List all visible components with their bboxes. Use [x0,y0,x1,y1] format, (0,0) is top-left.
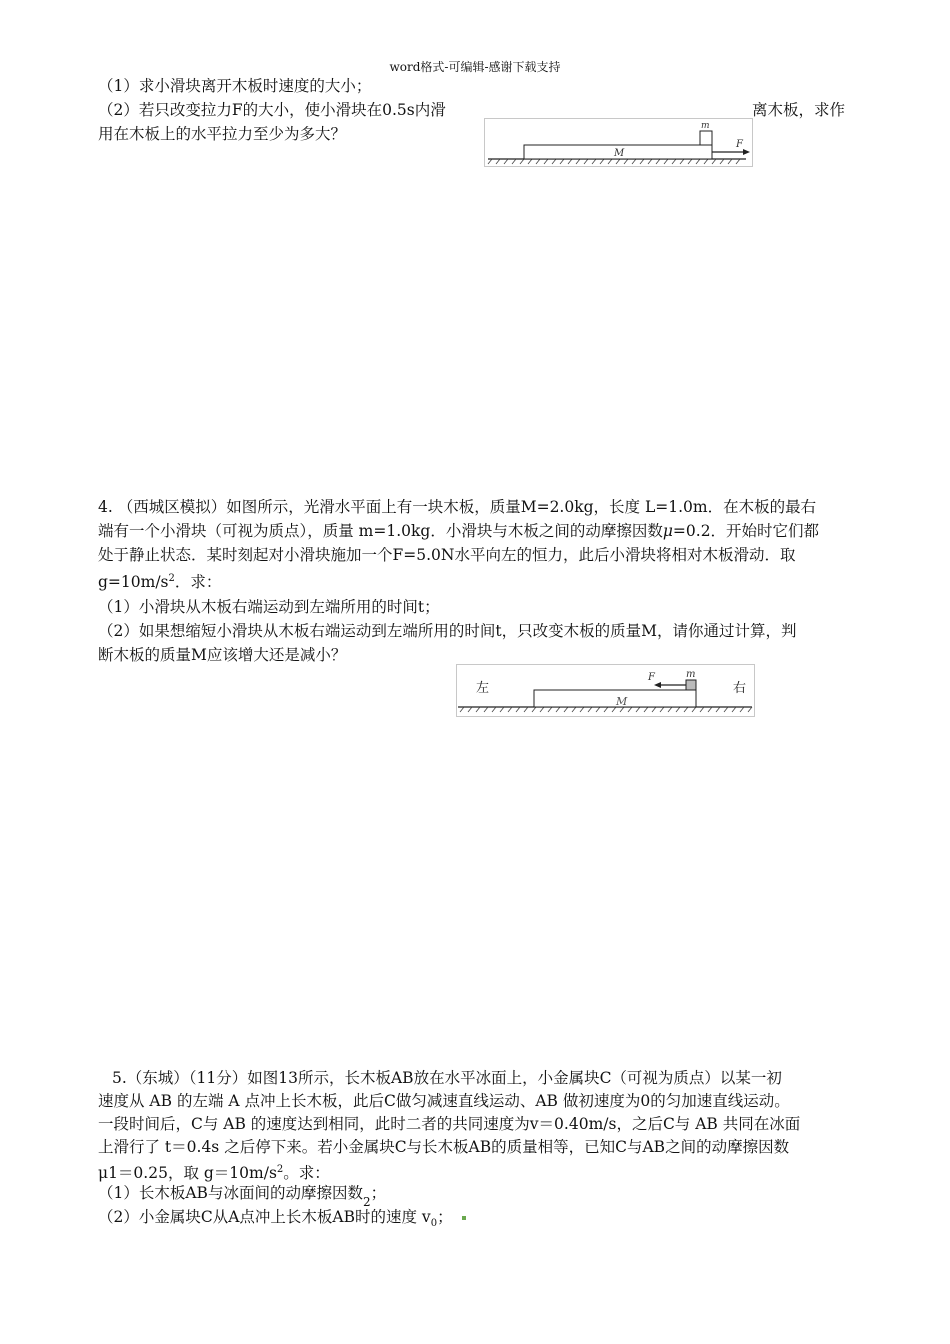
p4-line-4-sup: 2 [168,573,175,584]
p5-question-2a: （2）小金属块C从A点冲上长木板AB时的速度 v [98,1208,431,1226]
p3-question-1: （1）求小滑块离开木板时速度的大小； [98,77,372,95]
p4-block-label: m [686,669,696,680]
p5-line-5b: 。求： [283,1164,330,1183]
p5-line-5 [98,1160,330,1183]
p3-question-2-part-a: （2）若只改变拉力F的大小，使小滑块在0.5s内滑 [98,101,446,119]
p4-line-3: 处于静止状态．某时刻起对小滑块施加一个F=5.0N水平向左的恒力，此后小滑块将相对木板滑动．取 [98,546,796,564]
p5-line-4: 上滑行了 t＝0.4s 之后停下来。若小金属块C与长木板AB的质量相等，已知C与AB之间的动摩擦因数 [98,1138,790,1156]
p5-question-1-subscript: 2 [362,1195,371,1209]
p3-board-label: M [614,148,625,159]
p5-question-1a: （1）长木板AB与冰面间的动摩擦因数 [98,1184,363,1202]
p4-question-2a: （2）如果想缩短小滑块从木板右端运动到左端所用的时间t，只改变木板的质量M，请你通过计算，判 [98,622,797,640]
p3-block-label: m [701,121,710,131]
p4-left-label: 左 [476,681,490,696]
p4-question-2b: 断木板的质量M应该增大还是减小？ [98,646,347,664]
p4-line-1: 4. （西城区模拟）如图所示，光滑水平面上有一块木板，质量M=2.0kg，长度 L=1.0m．在木板的最右 [98,498,817,516]
p5-question-1b: ； [370,1184,387,1202]
p4-line-2a: 端有一个小滑块（可视为质点），质量 m=1.0kg．小滑块与木板之间的动摩擦因数 [98,522,663,540]
p5-line-1: 5.（东城）（11分）如图13所示，长木板AB放在水平冰面上，小金属块C（可视为质点）以某一初 [112,1069,782,1087]
p4-block [686,680,696,690]
p5-question-2 [98,1207,466,1234]
p5-question-1 [98,1183,387,1209]
p5-line-5a: μ1＝0.25，取 g＝10m/s [98,1164,277,1183]
p5-question-2-subscript: 0 [430,1218,438,1230]
p4-line-4a: g=10m/s [98,573,169,592]
p3-figure [484,118,754,168]
p4-line-2 [98,521,819,541]
p5-question-2b: ； [437,1208,453,1226]
p5-line-2: 速度从 AB 的左端 A 点冲上长木板，此后C做匀减速直线运动、AB 做初速度为0的匀加速直线运动。 [98,1092,790,1110]
p4-line-4b: ．求： [174,573,222,592]
p4-mu-symbol: μ [662,522,673,540]
p4-board [534,690,696,707]
p5-line-3: 一段时间后，C与 AB 的速度达到相同，此时二者的共同速度为v＝0.40m/s，之后C与 AB 共同在冰面 [98,1115,801,1133]
p5-line-5-exponent: 2 [276,1164,284,1175]
p3-question-2-part-c: 用在木板上的水平拉力至少为多大？ [98,125,347,143]
p4-figure [456,664,756,718]
p3-block [700,131,712,145]
p3-force-label: F [736,139,743,150]
marker-dot-icon [462,1216,466,1220]
p4-question-1: （1）小滑块从木板右端运动到左端所用的时间t； [98,598,440,616]
p4-board-label: M [616,695,628,708]
p3-question-2-part-b: 离木板，求作 [752,101,846,119]
p4-force-label: F [648,672,655,683]
p4-right-label: 右 [733,681,747,696]
p4-line-2b: =0.2．开始时它们都 [672,522,820,540]
p4-line-4 [98,569,221,592]
page-header: word格式-可编辑-感谢下载支持 [389,60,561,74]
